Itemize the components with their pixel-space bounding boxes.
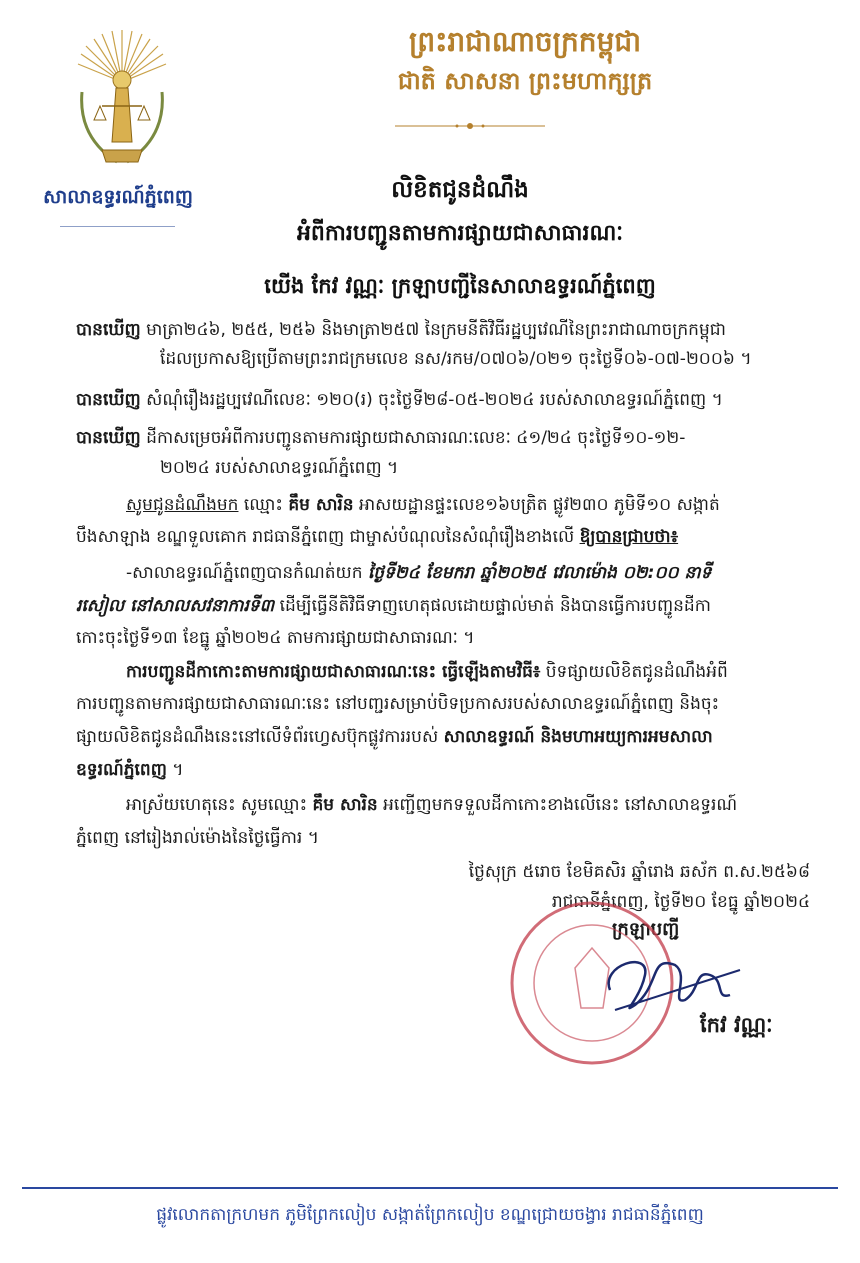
document-title: លិខិតជូនដំណឹង: [391, 177, 529, 203]
paragraph-line: បានឃើញ សំណុំរឿងរដ្ឋប្បវេណីលេខៈ ១២០(រ) ចុះថ្ងៃទី២៨-០៥-២០២៤ របស់សាលាឧទ្ធរណ៍ភ្នំពេញ ។: [76, 390, 723, 410]
signer-name: កែវ វណ្ណៈ: [700, 1013, 773, 1037]
paragraph-line: បានឃើញ មាត្រា២៤៦, ២៥៥, ២៥៦ និងមាត្រា២៥៧ នៃក្រមនីតិវិធីរដ្ឋប្បវេណីនៃព្រះរាជាណាចក្រកម្ពុជា: [76, 320, 726, 340]
issuer-line: យើង កែវ វណ្ណៈ ក្រឡាបញ្ជីនៃសាលាឧទ្ធរណ៍ភ្នំពេញ: [264, 274, 656, 298]
court-name: សាលាឧទ្ធរណ៍ភ្នំពេញ: [43, 186, 193, 208]
ornament-divider: [395, 122, 545, 130]
paragraph-line: ការបញ្ជូនដីកាកោះតាមការផ្សាយជាសាធារណៈនេះ ធ្វើឡើងតាមវិធី៖ បិទផ្សាយលិខិតជូនដំណឹងអំពី: [126, 662, 728, 682]
paragraph-line: កោះចុះថ្ងៃទី១៣ ខែធ្នូ ឆ្នាំ២០២៤ តាមការផ្សាយជាសាធារណៈ ។: [76, 628, 475, 648]
paragraph-line: បានឃើញ ដីកាសម្រេចអំពីការបញ្ជូនតាមការផ្សាយជាសាធារណៈលេខៈ ៤១/២៤ ចុះថ្ងៃទី១០-១២-: [76, 428, 686, 448]
paragraph-line: -សាលាឧទ្ធរណ៍ភ្នំពេញបានកំណត់យក ថ្ងៃទី២៤ ខែមករា ឆ្នាំ២០២៥ វេលាម៉ោង ០២:០០ នាទី: [126, 563, 712, 583]
national-motto: ជាតិ សាសនា ព្រះមហាក្សត្រ: [397, 67, 653, 95]
paragraph-line: ផ្សាយលិខិតជូនដំណឹងនេះនៅលើទំព័រហ្វេសប៊ុកផ្លូវការរបស់ សាលាឧទ្ធរណ៍ និងមហាអយ្យការអមសាលា: [76, 727, 713, 747]
lunar-date: ថ្ងៃសុក្រ ៥រោច ខែមិគសិរ ឆ្នាំរោង ឆស័ក ព.ស.២៥៦៨: [468, 862, 810, 882]
document-subtitle: អំពីការបញ្ជូនតាមការផ្សាយជាសាធារណៈ: [296, 221, 624, 246]
paragraph-line: អាស្រ័យហេតុនេះ សូមឈ្មោះ គឹម សារិន អញ្ជើញមកទទួលដីកាកោះខាងលើនេះ នៅសាលាឧទ្ធរណ៍: [126, 795, 738, 815]
solar-date: រាជធានីភ្នំពេញ, ថ្ងៃទី២០ ខែធ្នូ ឆ្នាំ២០២៤: [551, 892, 810, 912]
paragraph-line: ការបញ្ជូនតាមការផ្សាយជាសាធារណៈនេះ នៅបញ្ជរសម្រាប់បិទប្រកាសរបស់សាលាឧទ្ធរណ៍ភ្នំពេញ និងចុះ: [76, 694, 720, 714]
paragraph-line: ២០២៤ របស់សាលាឧទ្ធរណ៍ភ្នំពេញ ។: [160, 458, 399, 478]
court-emblem-logo: [72, 22, 172, 177]
footer-divider: [22, 1187, 838, 1189]
paragraph-line: ភ្នំពេញ នៅរៀងរាល់ម៉ោងនៃថ្ងៃធ្វើការ ។: [76, 828, 319, 848]
signer-role: ក្រឡាបញ្ជី: [612, 919, 680, 940]
paragraph-line: សូមជូនដំណឹងមក ឈ្មោះ គឹម សារិន អាសយដ្ឋានផ្ទះលេខ១៦បត្រិត ផ្លូវ២៣០ ភូមិទី១០ សង្កាត់: [126, 495, 720, 515]
footer-address: ផ្លូវលោកតាក្រហមក ភូមិព្រែកលៀប សង្កាត់ព្រែកលៀប ខណ្ឌជ្រោយចង្វារ រាជធានីភ្នំពេញ: [156, 1205, 704, 1225]
kingdom-title: ព្រះរាជាណាចក្រកម្ពុជា: [408, 25, 641, 58]
paragraph-line: រសៀល នៅសាលសវនាការទី៣ ដើម្បីធ្វើនីតិវិធីទាញហេតុផលដោយផ្ទាល់មាត់ និងបានធ្វើការបញ្ជូនដីកា: [76, 596, 711, 616]
paragraph-line: បឹងសាឡាង ខណ្ឌទួលគោក រាជធានីភ្នំពេញ ជាម្ចាស់បំណុលនៃសំណុំរឿងខាងលើ ឱ្យបានជ្រាបថា៖: [76, 527, 679, 547]
paragraph-line: ឧទ្ធរណ៍ភ្នំពេញ ។: [76, 760, 184, 780]
paragraph-line: ដែលប្រកាសឱ្យប្រើតាមព្រះរាជក្រមលេខ នស/រកម/០៧០៦/០២១ ចុះថ្ងៃទី០៦-០៧-២០០៦ ។: [160, 349, 752, 369]
